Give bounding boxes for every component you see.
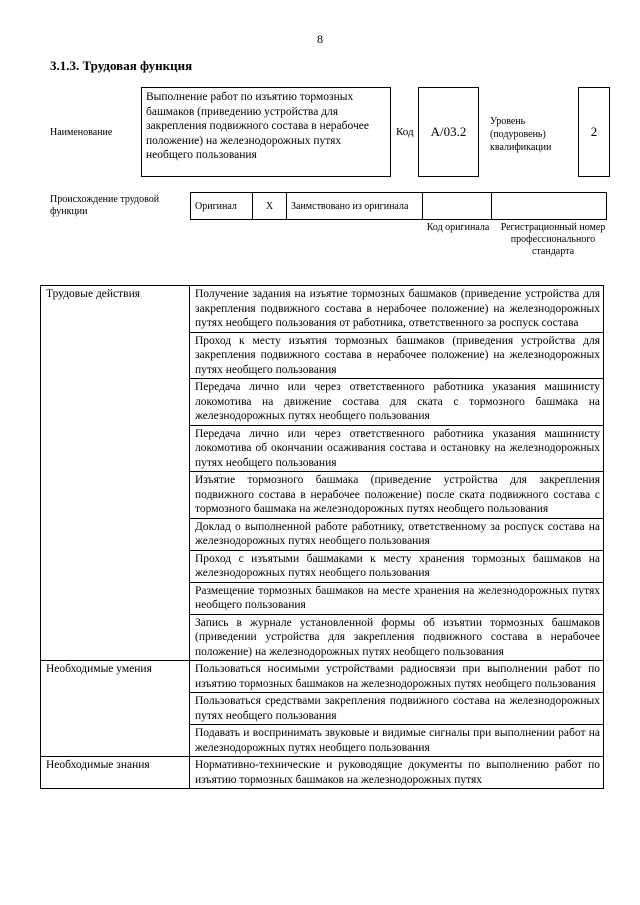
function-name-box: Выполнение работ по изъятию тормозных башмаков (приведению устройства для закрепления подвижного состава в нерабочее положение) на железнодорожных путях необщего пользования bbox=[141, 87, 391, 177]
labor-function-table bbox=[40, 285, 604, 789]
category-cell: Необходимые знания bbox=[41, 757, 190, 789]
item-cell: Подавать и воспринимать звуковые и видимые сигналы при выполнении работ на железнодорожных путях необщего пользования bbox=[190, 725, 604, 757]
item-cell: Запись в журнале установленной формы об изъятии тормозных башмаков (приведении устройства для закрепления подвижного состава в нерабочее положение) на железнодорожных путях необщего пользования bbox=[190, 614, 604, 661]
level-value-box: 2 bbox=[578, 87, 610, 177]
item-cell: Нормативно-технические и руководящие документы по выполнению работ по изъятию тормозных башмаков на железнодорожных путях bbox=[190, 757, 604, 789]
item-cell: Проход к месту изъятия тормозных башмаков (приведения устройства для закрепления подвижного состава в нерабочее положение) на железнодорожных путях необщего пользования bbox=[190, 332, 604, 379]
original-label: Оригинал bbox=[191, 193, 253, 220]
code-label: Код bbox=[396, 126, 414, 138]
level-label: Уровень (подуровень) квалификации bbox=[490, 116, 552, 153]
section-title: 3.1.3. Трудовая функция bbox=[50, 58, 193, 73]
reg-number-label: Регистрационный номер профессионального стандарта bbox=[500, 222, 606, 257]
page-number: 8 bbox=[317, 32, 323, 46]
category-cell: Необходимые умения bbox=[41, 661, 190, 757]
item-cell: Пользоваться средствами закрепления подвижного состава на железнодорожных путях необщего пользования bbox=[190, 693, 604, 725]
item-cell: Изъятие тормозного башмака (приведение устройства для закрепления подвижного состава в нерабочее положение) после ската подвижного состава с тормозного башмака на железнодорожных путях необщего пользования bbox=[190, 472, 604, 519]
origin-label: Происхождение трудовой функции bbox=[50, 194, 160, 217]
borrowed-label: Заимствовано из оригинала bbox=[287, 193, 423, 220]
code-original-label: Код оригинала bbox=[426, 222, 490, 233]
item-cell: Передача лично или через ответственного работника указания машинисту локомотива на движение состава для ската с тормозного башмака на железнодорожных путях необщего пользования bbox=[190, 379, 604, 426]
reg-number-cell bbox=[492, 193, 607, 220]
category-cell: Трудовые действия bbox=[41, 286, 190, 661]
item-cell: Получение задания на изъятие тормозных башмаков (приведение устройства для закрепления подвижного состава в нерабочее положение) на железнодорожных путях необщего пользования от работника, ответственного за роспуск состава bbox=[190, 286, 604, 333]
table-row bbox=[41, 757, 604, 789]
code-original-cell bbox=[423, 193, 492, 220]
item-cell: Пользоваться носимыми устройствами радиосвязи при выполнении работ по изъятию тормозных башмаков на железнодорожных путях необщего пользования bbox=[190, 661, 604, 693]
code-value-box: А/03.2 bbox=[418, 87, 479, 177]
item-cell: Размещение тормозных башмаков на месте хранения на железнодорожных путях необщего пользования bbox=[190, 582, 604, 614]
item-cell: Передача лично или через ответственного работника указания машинисту локомотива об окончании осаживания состава и остановку на железнодорожных путях необщего пользования bbox=[190, 425, 604, 472]
table-row bbox=[41, 286, 604, 333]
origin-table bbox=[190, 192, 607, 220]
name-label: Наименование bbox=[50, 127, 113, 138]
original-mark: X bbox=[253, 193, 287, 220]
item-cell: Проход с изъятыми башмаками к месту хранения тормозных башмаков на железнодорожных путях необщего пользования bbox=[190, 550, 604, 582]
item-cell: Доклад о выполненной работе работнику, ответственному за роспуск состава на железнодорожных путях необщего пользования bbox=[190, 518, 604, 550]
table-row bbox=[41, 661, 604, 693]
